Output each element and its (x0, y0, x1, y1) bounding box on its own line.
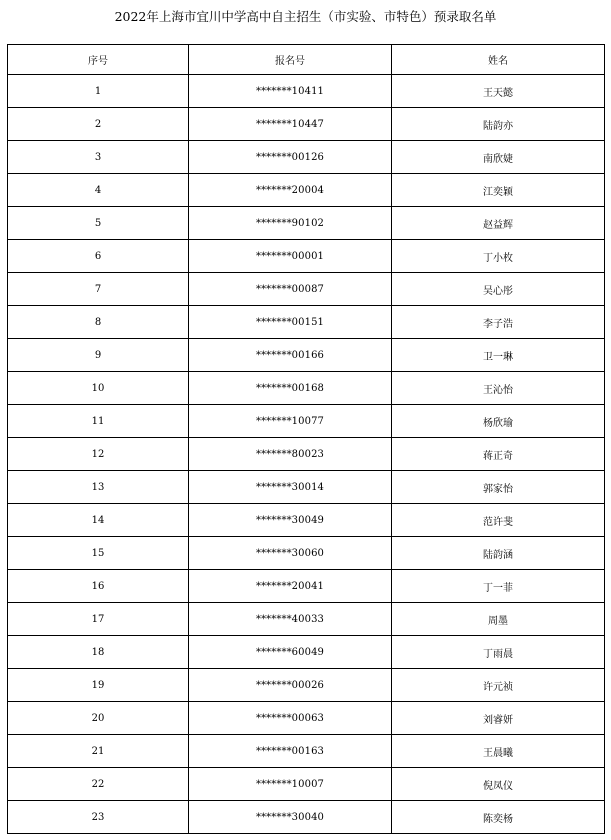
cell-reg: *******00163 (189, 735, 392, 768)
cell-name: 赵益辉 (392, 207, 605, 240)
cell-reg: *******00026 (189, 669, 392, 702)
cell-seq: 22 (8, 768, 189, 801)
table-row (8, 174, 605, 207)
table-row (8, 240, 605, 273)
cell-name: 王沁怡 (392, 372, 605, 405)
table-row (8, 537, 605, 570)
table-row (8, 636, 605, 669)
cell-reg: *******00126 (189, 141, 392, 174)
cell-reg: *******30040 (189, 801, 392, 834)
table-row (8, 504, 605, 537)
cell-name: 蒋正奇 (392, 438, 605, 471)
cell-reg: *******10007 (189, 768, 392, 801)
cell-seq: 13 (8, 471, 189, 504)
cell-reg: *******00168 (189, 372, 392, 405)
cell-reg: *******00001 (189, 240, 392, 273)
cell-seq: 17 (8, 603, 189, 636)
cell-name: 范许斐 (392, 504, 605, 537)
table-row (8, 141, 605, 174)
cell-reg: *******30049 (189, 504, 392, 537)
table-row (8, 438, 605, 471)
cell-reg: *******00063 (189, 702, 392, 735)
cell-name: 杨欣瑜 (392, 405, 605, 438)
cell-seq: 1 (8, 75, 189, 108)
cell-seq: 12 (8, 438, 189, 471)
cell-seq: 15 (8, 537, 189, 570)
cell-seq: 19 (8, 669, 189, 702)
cell-seq: 9 (8, 339, 189, 372)
cell-reg: *******10411 (189, 75, 392, 108)
cell-reg: *******90102 (189, 207, 392, 240)
cell-seq: 14 (8, 504, 189, 537)
cell-name: 吴心彤 (392, 273, 605, 306)
table-row (8, 669, 605, 702)
table-row (8, 372, 605, 405)
table-row (8, 273, 605, 306)
table-row (8, 603, 605, 636)
cell-name: 李子浩 (392, 306, 605, 339)
cell-reg: *******60049 (189, 636, 392, 669)
column-header-seq: 序号 (8, 45, 189, 75)
page-title: 2022年上海市宜川中学高中自主招生（市实验、市特色）预录取名单 (114, 9, 497, 24)
cell-reg: *******30060 (189, 537, 392, 570)
column-header-reg: 报名号 (189, 45, 392, 75)
cell-reg: *******00151 (189, 306, 392, 339)
cell-name: 陆韵涵 (392, 537, 605, 570)
cell-reg: *******10447 (189, 108, 392, 141)
cell-name: 卫一琳 (392, 339, 605, 372)
table-row (8, 75, 605, 108)
cell-seq: 3 (8, 141, 189, 174)
cell-seq: 8 (8, 306, 189, 339)
cell-name: 丁雨晨 (392, 636, 605, 669)
table-row (8, 768, 605, 801)
cell-seq: 4 (8, 174, 189, 207)
cell-seq: 23 (8, 801, 189, 834)
table-row (8, 306, 605, 339)
table-row (8, 108, 605, 141)
table-row (8, 735, 605, 768)
cell-seq: 11 (8, 405, 189, 438)
table-row (8, 801, 605, 834)
cell-reg: *******30014 (189, 471, 392, 504)
table-row (8, 471, 605, 504)
table-row (8, 570, 605, 603)
cell-reg: *******20041 (189, 570, 392, 603)
admission-table (7, 44, 605, 834)
cell-seq: 20 (8, 702, 189, 735)
cell-name: 南欣婕 (392, 141, 605, 174)
cell-seq: 10 (8, 372, 189, 405)
cell-name: 陈奕杨 (392, 801, 605, 834)
cell-reg: *******40033 (189, 603, 392, 636)
cell-name: 许元祯 (392, 669, 605, 702)
cell-seq: 2 (8, 108, 189, 141)
cell-reg: *******00087 (189, 273, 392, 306)
table-header-row (8, 45, 605, 75)
table-row (8, 339, 605, 372)
table-row (8, 702, 605, 735)
cell-seq: 7 (8, 273, 189, 306)
cell-name: 王天懿 (392, 75, 605, 108)
cell-name: 王晨曦 (392, 735, 605, 768)
cell-seq: 16 (8, 570, 189, 603)
cell-reg: *******80023 (189, 438, 392, 471)
cell-seq: 5 (8, 207, 189, 240)
cell-seq: 21 (8, 735, 189, 768)
cell-name: 陆韵亦 (392, 108, 605, 141)
cell-name: 刘睿妍 (392, 702, 605, 735)
cell-reg: *******00166 (189, 339, 392, 372)
cell-seq: 18 (8, 636, 189, 669)
cell-name: 周墨 (392, 603, 605, 636)
cell-name: 丁小枚 (392, 240, 605, 273)
cell-name: 倪凤仪 (392, 768, 605, 801)
table-body (8, 75, 605, 834)
cell-reg: *******20004 (189, 174, 392, 207)
cell-name: 丁一菲 (392, 570, 605, 603)
cell-reg: *******10077 (189, 405, 392, 438)
cell-seq: 6 (8, 240, 189, 273)
table-row (8, 405, 605, 438)
cell-name: 郭家怡 (392, 471, 605, 504)
column-header-name: 姓名 (392, 45, 605, 75)
cell-name: 江奕颖 (392, 174, 605, 207)
table-row (8, 207, 605, 240)
